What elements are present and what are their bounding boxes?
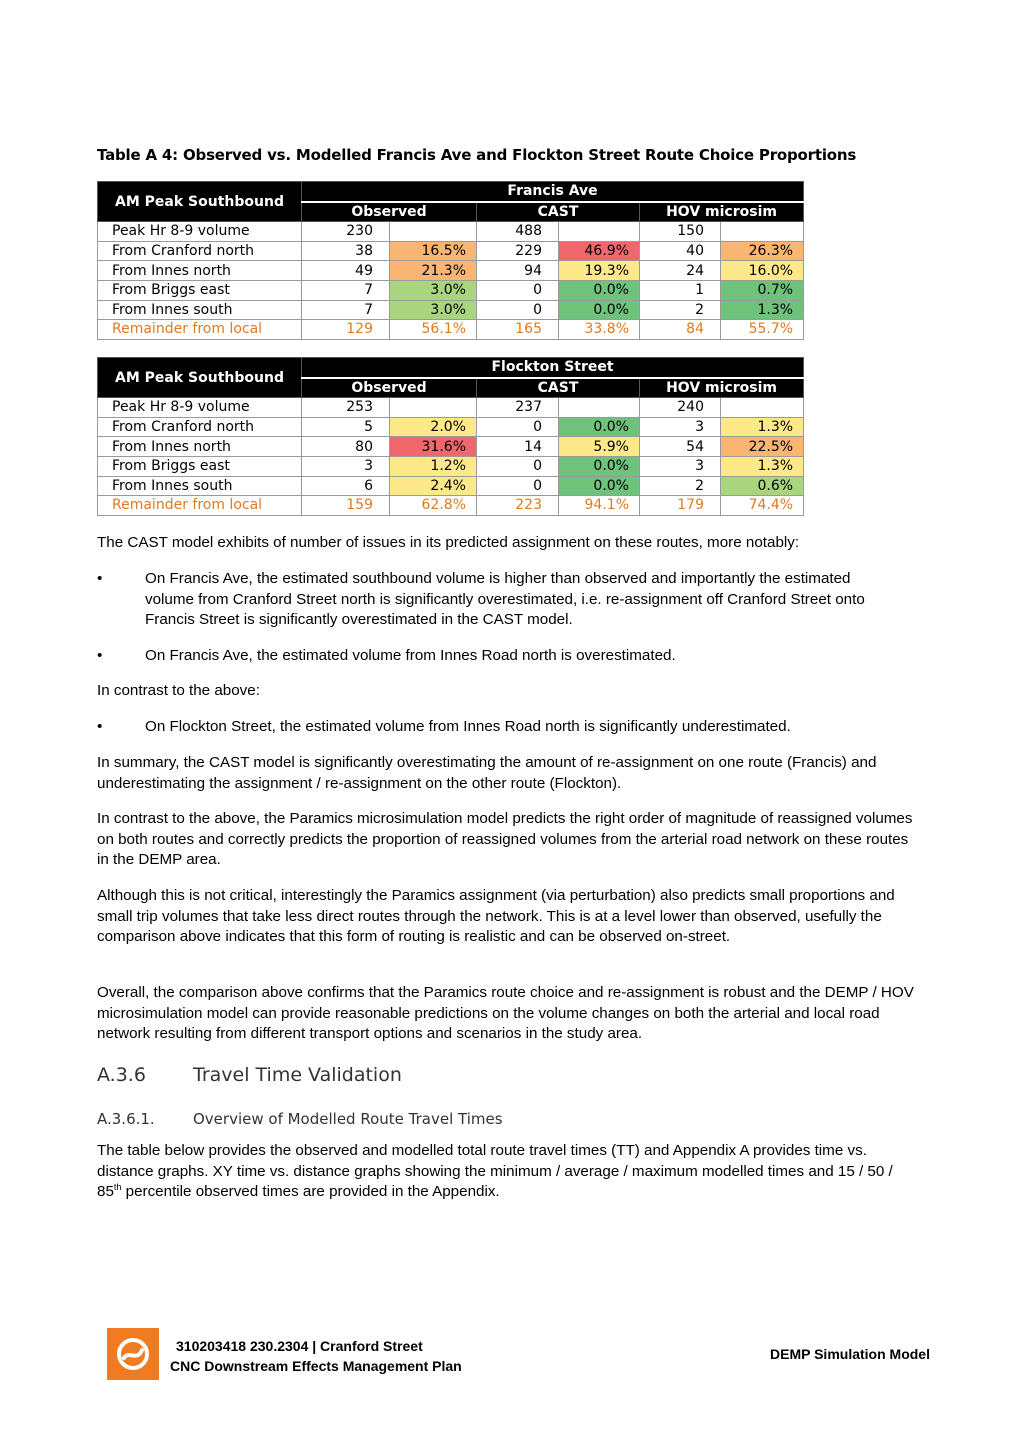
- group-header: Flockton Street: [302, 358, 804, 378]
- cast-pct: 0.0%: [559, 280, 640, 300]
- paragraph: [97, 533, 917, 554]
- observed-pct: 2.4%: [390, 476, 477, 496]
- subsection-number: A.3.6.1.: [97, 1110, 155, 1128]
- hov-value: 24: [640, 261, 721, 281]
- hov-value: 3: [640, 456, 721, 476]
- observed-pct: 1.2%: [390, 456, 477, 476]
- cast-value: 229: [477, 241, 559, 261]
- row-label: From Innes north: [98, 437, 302, 457]
- hov-value: 2: [640, 476, 721, 496]
- hov-pct: 1.3%: [721, 456, 804, 476]
- hov-pct: 26.3%: [721, 241, 804, 261]
- table-row: [98, 222, 804, 242]
- row-label: From Innes south: [98, 300, 302, 320]
- hov-pct: 0.6%: [721, 476, 804, 496]
- paragraph-text: Although this is not critical, interestingly the Paramics assignment (via perturbation) also predicts small proportions and small trip volumes that take less direct routes through the network. This is at a level lower than observed, usefully the comparison above indicates that this form of routing is realistic and can be observed on-street.: [97, 887, 895, 945]
- observed-pct: [390, 398, 477, 418]
- paragraph-text: Overall, the comparison above confirms that the Paramics route choice and re-assignment is robust and the DEMP / HOV microsimulation model can provide reasonable predictions on the volume changes on both the arterial and local road network resulting from different transport options and scenarios in the study area.: [97, 984, 914, 1042]
- hov-value: 150: [640, 222, 721, 242]
- table-row: [98, 241, 804, 261]
- observed-pct: 62.8%: [390, 496, 477, 516]
- observed-pct: [390, 222, 477, 242]
- paragraph: [97, 983, 917, 1045]
- observed-pct: 56.1%: [390, 320, 477, 340]
- table-row: [98, 417, 804, 437]
- hov-value: 240: [640, 398, 721, 418]
- observed-pct: 31.6%: [390, 437, 477, 457]
- superscript: th: [113, 1181, 122, 1192]
- col-header-hov: HOV microsim: [640, 202, 804, 222]
- hov-pct: 74.4%: [721, 496, 804, 516]
- table-row: [98, 398, 804, 418]
- cast-value: 0: [477, 456, 559, 476]
- paragraph-text: In contrast to the above, the Paramics microsimulation model predicts the right order of magnitude of reassigned volumes on both routes and correctly predicts the proportion of reassigned volumes from the arterial road network on these routes in the DEMP area.: [97, 810, 913, 868]
- section-heading: [97, 1064, 402, 1086]
- cast-value: 165: [477, 320, 559, 340]
- row-label: From Cranford north: [98, 241, 302, 261]
- hov-pct: 22.5%: [721, 437, 804, 457]
- col-header-cast: CAST: [477, 202, 640, 222]
- hov-value: 179: [640, 496, 721, 516]
- row-label: Peak Hr 8-9 volume: [98, 398, 302, 418]
- row-label: From Cranford north: [98, 417, 302, 437]
- observed-value: 5: [302, 417, 390, 437]
- paragraph-text: In summary, the CAST model is significantly overestimating the amount of re-assignment on one route (Francis) and underestimating the assignment / re-assignment on the other route (Flockton).: [97, 754, 877, 792]
- observed-pct: 21.3%: [390, 261, 477, 281]
- bullet-icon: •: [97, 647, 103, 664]
- hov-pct: 1.3%: [721, 417, 804, 437]
- observed-value: 159: [302, 496, 390, 516]
- row-label: From Briggs east: [98, 456, 302, 476]
- cast-pct: 0.0%: [559, 417, 640, 437]
- paragraph-text: [97, 1141, 917, 1203]
- row-label: From Briggs east: [98, 280, 302, 300]
- paragraph: [97, 886, 917, 948]
- col-header-cast: CAST: [477, 378, 640, 398]
- footer-project: [170, 1336, 462, 1376]
- observed-pct: 16.5%: [390, 241, 477, 261]
- paragraph-text-b: percentile observed times are provided in the Appendix.: [121, 1183, 500, 1200]
- footer-line2: CNC Downstream Effects Management Plan: [170, 1358, 462, 1374]
- row-label: From Innes north: [98, 261, 302, 281]
- hov-pct: 1.3%: [721, 300, 804, 320]
- observed-pct: 2.0%: [390, 417, 477, 437]
- bullet-icon: •: [97, 718, 103, 735]
- row-label: Peak Hr 8-9 volume: [98, 222, 302, 242]
- group-header: Francis Ave: [302, 182, 804, 202]
- observed-value: 80: [302, 437, 390, 457]
- cast-value: 0: [477, 417, 559, 437]
- observed-value: 253: [302, 398, 390, 418]
- table-row: [98, 456, 804, 476]
- section-number: A.3.6: [97, 1064, 146, 1086]
- row-label: From Innes south: [98, 476, 302, 496]
- cast-value: 488: [477, 222, 559, 242]
- subsection-heading: [97, 1110, 503, 1128]
- cast-pct: 0.0%: [559, 476, 640, 496]
- cast-pct: 94.1%: [559, 496, 640, 516]
- bullet-text: On Flockton Street, the estimated volume from Innes Road north is significantly underestimated.: [145, 718, 791, 735]
- bullet-text: On Francis Ave, the estimated southbound volume is higher than observed and importantly the estimated volume from Cranford Street north is significantly overestimated, i.e. re-assignment off Cranford Street onto Francis Street is significantly overestimated in the CAST model.: [145, 570, 865, 628]
- hov-pct: 0.7%: [721, 280, 804, 300]
- cast-pct: 46.9%: [559, 241, 640, 261]
- footer-doc-title: DEMP Simulation Model: [770, 1346, 930, 1362]
- bullet-icon: •: [97, 570, 103, 587]
- francis-ave-table: [97, 181, 804, 340]
- observed-value: 129: [302, 320, 390, 340]
- observed-value: 38: [302, 241, 390, 261]
- hov-value: 1: [640, 280, 721, 300]
- col-header-observed: Observed: [302, 378, 477, 398]
- cast-pct: [559, 398, 640, 418]
- paragraph: [97, 681, 917, 702]
- hov-value: 84: [640, 320, 721, 340]
- cast-value: 14: [477, 437, 559, 457]
- hov-value: 2: [640, 300, 721, 320]
- cast-value: 0: [477, 476, 559, 496]
- hov-value: 3: [640, 417, 721, 437]
- table-row: [98, 320, 804, 340]
- hov-pct: 16.0%: [721, 261, 804, 281]
- observed-pct: 3.0%: [390, 300, 477, 320]
- observed-value: 49: [302, 261, 390, 281]
- paragraph-text-a: The table below provides the observed and modelled total route travel times (TT) and Appendix A provides time vs. distance graphs. XY time vs. distance graphs showing the minimum / average / maximum modelled times and 15 / 50 / 85: [97, 1142, 893, 1200]
- paragraph: [97, 1141, 917, 1203]
- row-label: Remainder from local: [98, 320, 302, 340]
- cast-value: 94: [477, 261, 559, 281]
- cast-value: 223: [477, 496, 559, 516]
- corner-header: AM Peak Southbound: [98, 358, 302, 398]
- subsection-title: Overview of Modelled Route Travel Times: [193, 1110, 503, 1128]
- cast-pct: [559, 222, 640, 242]
- observed-value: 7: [302, 280, 390, 300]
- paragraph-text: The CAST model exhibits of number of issues in its predicted assignment on these routes, more notably:: [97, 534, 800, 551]
- cast-pct: 33.8%: [559, 320, 640, 340]
- table-row: [98, 280, 804, 300]
- table-caption: Table A 4: Observed vs. Modelled Francis Ave and Flockton Street Route Choice Proportions: [97, 146, 857, 164]
- table-row: [98, 496, 804, 516]
- cast-pct: 0.0%: [559, 300, 640, 320]
- bullet-text: On Francis Ave, the estimated volume from Innes Road north is overestimated.: [145, 647, 676, 664]
- cast-pct: 19.3%: [559, 261, 640, 281]
- cast-value: 237: [477, 398, 559, 418]
- observed-pct: 3.0%: [390, 280, 477, 300]
- table-row: [98, 476, 804, 496]
- col-header-hov: HOV microsim: [640, 378, 804, 398]
- row-label: Remainder from local: [98, 496, 302, 516]
- hov-pct: [721, 398, 804, 418]
- hov-pct: 55.7%: [721, 320, 804, 340]
- footer-line1: 310203418 230.2304 | Cranford Street: [176, 1338, 423, 1354]
- cast-value: 0: [477, 280, 559, 300]
- cast-pct: 0.0%: [559, 456, 640, 476]
- hov-pct: [721, 222, 804, 242]
- stantec-logo-icon: [107, 1328, 159, 1380]
- hov-value: 54: [640, 437, 721, 457]
- flockton-street-table: [97, 357, 804, 516]
- cast-value: 0: [477, 300, 559, 320]
- paragraph: [97, 809, 917, 871]
- observed-value: 3: [302, 456, 390, 476]
- observed-value: 6: [302, 476, 390, 496]
- paragraph: [97, 753, 917, 794]
- table-row: [98, 437, 804, 457]
- observed-value: 7: [302, 300, 390, 320]
- table-row: [98, 261, 804, 281]
- corner-header: AM Peak Southbound: [98, 182, 302, 222]
- hov-value: 40: [640, 241, 721, 261]
- section-title: Travel Time Validation: [193, 1064, 402, 1086]
- paragraph-text: In contrast to the above:: [97, 682, 260, 699]
- table-row: [98, 300, 804, 320]
- col-header-observed: Observed: [302, 202, 477, 222]
- logo-mark: [115, 1336, 151, 1372]
- observed-value: 230: [302, 222, 390, 242]
- cast-pct: 5.9%: [559, 437, 640, 457]
